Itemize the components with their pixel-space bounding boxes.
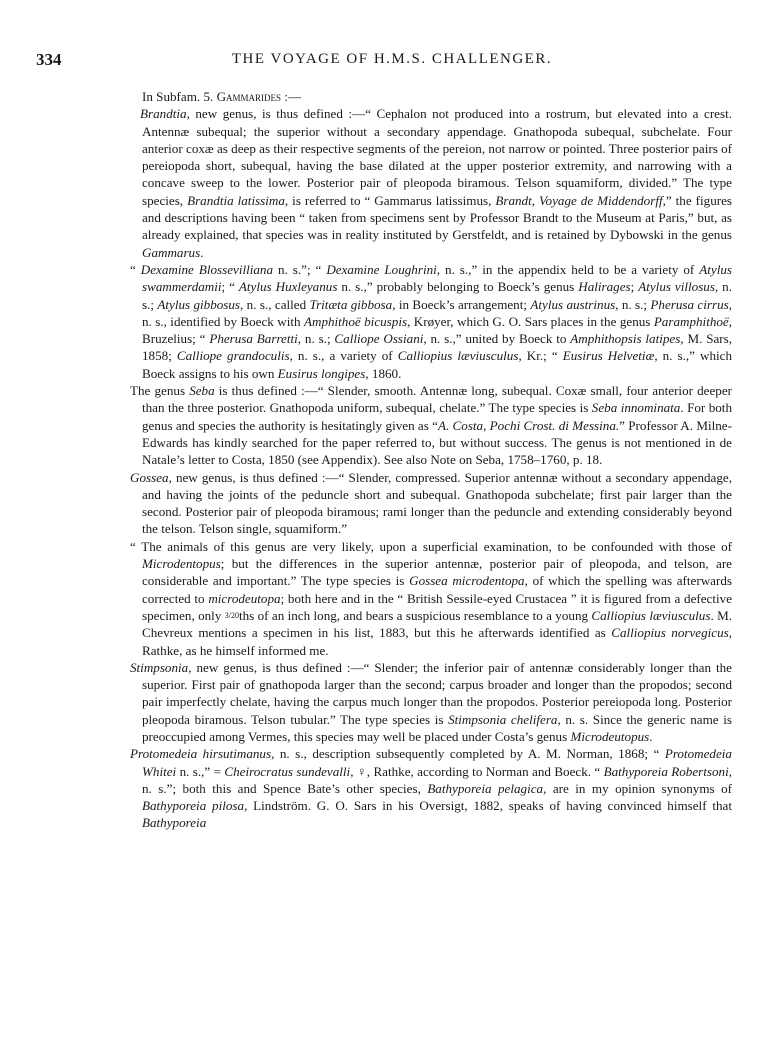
page-number: 334 [36, 50, 62, 69]
text-run: . [200, 244, 204, 260]
taxon-name: Dexamine Blossevilliana [140, 261, 274, 277]
entry-protomedeia [130, 745, 732, 831]
taxon-name: Pherusa cirrus [650, 296, 729, 312]
text-run: , ♀, Rathke, according to Norman and Boeck. “ [350, 763, 604, 779]
entry-stimpsonia [130, 659, 732, 745]
entry-brandtia [130, 105, 732, 261]
entry-gossea [130, 469, 732, 538]
taxon-name: Bathyporeia pilosa [142, 798, 245, 814]
taxon-name: Calliopius norvegicus [611, 625, 729, 641]
text-run: , new genus, is thus defined :—“ Slender, compressed. Superior antennæ without a secondary appendage, and having the joints of the peduncle short and subequal. Gnathopoda subchelate; first pair larger than the second. Posterior pair of pleopoda biramous; rami longer than the peduncle and extending considerably beyond the telson. Telson single, squamiform.” [142, 469, 732, 537]
text-run: , M. Sars, 1858; [142, 331, 733, 364]
text-run: ; [630, 279, 639, 295]
text-run: , n. s.; [142, 279, 732, 312]
running-title: THE VOYAGE OF H.M.S. CHALLENGER. [231, 51, 553, 67]
text-run: n. s.,” probably belonging to Boeck’s genus [337, 279, 579, 295]
subfamily-name: Gammarides [216, 89, 282, 104]
taxon-name: Tritæta gibbosa [309, 296, 393, 312]
text-run: , n. s. Since the generic name is preoccupied among Vermes, this species may well be placed under Costa’s genus [142, 711, 732, 744]
text-run: , new genus, is thus defined :—“ Slender; the inferior pair of antennæ considerably longer than the superior. First pair of gnathopoda larger than the second; carpus broader and longer than the propodos; second pair imperfectly chelate, having the carpus much longer than the propodos. Posterior pereiopoda long. Posterior pleopoda biramous. Telson tubular.” The type species is [142, 659, 732, 727]
intro-suffix: :— [281, 89, 302, 104]
taxon-name: Gossea microdentopa [409, 573, 525, 589]
taxon-name: Calliopius læviusculus [397, 348, 519, 364]
text-run: , n. s., description subsequently completed by A. M. Norman, 1868; “ [271, 746, 665, 762]
entry-dexamine [130, 261, 732, 382]
taxon-name: Microdeutopus [570, 728, 650, 744]
taxon-name: Microdentopus [142, 556, 221, 572]
taxon-name: Calliopius læviusculus [591, 607, 711, 623]
taxon-name: Brandt, Voyage de Middendorff [495, 192, 663, 208]
text-run: , n. s.,” which Boeck assigns to his own [142, 348, 733, 381]
text-run: , n. s., identified by Boeck with [142, 296, 732, 329]
text-run: , Bruzelius; “ [142, 313, 733, 347]
taxon-name: Protomedeia hirsutimanus [130, 746, 272, 762]
text-run: , 1860. [365, 365, 402, 381]
taxon-name: Bathyporeia Robertsoni [603, 763, 729, 779]
text-run: , new genus, is thus defined :—“ Cephalon not produced into a rostrum, but elevated into a crest. Antennæ subequal; the superior without a secondary appendage. Gnathopoda subequal, subchelate. Four anterior coxæ as deep as their respective segments of the pereion, not narrow or pointed. Three posterior pairs of pereiopoda short, subequal, having the base dilated at the upper posterior extremity, and narrowing with a concave sweep to the lower. Posterior pair of pleopoda biramous. Telson squamiform, divided.” The type species, [142, 106, 732, 208]
text-run: ths of an inch long, and bears a suspicious resemblance to a young [238, 607, 592, 623]
taxon-name: A. Costa, Pochi Crost. di Messina. [437, 417, 620, 433]
taxon-name: Stimpsonia [130, 659, 189, 675]
text-run: ; but the differences in the superior antennæ, posterior pair of pleopoda, and telson, are considerable and important.” The type species is [142, 556, 732, 589]
text-run: , Kr.; “ [518, 348, 563, 364]
text-run: . M. Chevreux mentions a specimen in his list, 1883, but this he afterwards identified as [142, 607, 733, 641]
taxon-name: microdeutopa [208, 590, 281, 606]
page-header [36, 50, 748, 72]
text-run: , n. s.,” in the appendix held to be a variety of [436, 261, 700, 277]
taxon-name: Gammarus [142, 244, 201, 260]
text-run: ; “ [221, 279, 239, 295]
taxon-name: Brandtia [140, 106, 187, 122]
taxon-name: Dexamine Loughrini [326, 261, 437, 277]
taxon-name: Atylus Huxleyanus [238, 279, 338, 295]
taxon-name: Amphithoë bicuspis [303, 313, 408, 329]
text-run: ; both here and in the “ British Sessile-eyed Crustacea ” it is figured from a defective specimen, only [142, 590, 733, 623]
taxon-name: Atylus swammerdamii [142, 261, 732, 295]
taxon-name: Atylus austrinus [530, 296, 616, 312]
taxon-name: Cheirocratus sundevalli [224, 763, 351, 779]
taxon-name: Calliope grandoculis [176, 348, 290, 364]
subfamily-intro [130, 88, 732, 105]
page-body [130, 88, 732, 832]
text-run: , n. s.; [297, 331, 335, 347]
text-run: , are in my opinion synonyms of [543, 780, 732, 796]
text-run: The genus [130, 383, 190, 399]
text-run: , in Boeck’s arrangement; [392, 296, 531, 312]
taxon-name: Stimpsonia chelifera [448, 711, 558, 727]
text-run: ,” the figures and descriptions having been “ taken from specimens sent by Professor Brandt to the Museum at Paris,” but, as already explained, that species was in reality instituted by Gerstfeldt, and is retained by Dybowski in the genus [142, 192, 733, 243]
intro-prefix: In Subfam. 5. [142, 89, 217, 104]
taxon-name: Bathyporeia [142, 815, 207, 831]
taxon-name: Halirages [578, 279, 631, 295]
text-run: , n. s., called [240, 296, 310, 312]
text-run: , Krøyer, which G. O. Sars places in the genus [407, 313, 654, 329]
entry-gossea-remarks [130, 538, 732, 659]
taxon-name: Bathyporeia pelagica [427, 780, 544, 796]
text-run: “ [130, 261, 141, 277]
entry-seba [130, 382, 732, 468]
text-run: , n. s.”; both this and Spence Bate’s other species, [142, 763, 732, 796]
text-run: , Rathke, as he himself informed me. [142, 625, 732, 658]
text-run: is thus defined :—“ Slender, smooth. Antennæ long, subequal. Coxæ small, four anterior deeper than the three posterior. Gnathopoda uniform, subequal, chelate.” The type species is [142, 383, 733, 416]
taxon-name: Atylus villosus [638, 279, 715, 295]
text-run: , Lindström. G. O. Sars in his Oversigt, 1882, speaks of having convinced himself that [244, 798, 733, 814]
text-run: . [649, 728, 653, 744]
taxon-name: Paramphithoë [653, 313, 729, 329]
taxon-name: Pherusa Barretti [209, 331, 298, 347]
text-run: , n. s.; [615, 296, 651, 312]
taxon-name: Gossea [130, 469, 169, 485]
taxon-name: Seba innominata [591, 400, 681, 416]
taxon-name: Atylus gibbosus [157, 296, 241, 312]
fraction: 3/20 [224, 610, 239, 620]
taxon-name: Eusirus Helvetiæ [562, 348, 655, 364]
taxon-name: Eusirus longipes [277, 365, 366, 381]
taxon-name: Brandtia latissima [187, 192, 285, 208]
taxon-name: Protomedeia Whitei [142, 746, 732, 779]
text-run: , of which the spelling was afterwards corrected to [142, 573, 732, 606]
text-run: . For both genus and species the authority is hesitatingly given as “ [142, 400, 732, 433]
text-run: , n. s., a variety of [289, 348, 398, 364]
text-run: , n. s.,” united by Boeck to [423, 331, 571, 347]
text-run: n. s.”; “ [273, 261, 327, 277]
taxon-name: Seba [189, 383, 215, 399]
text-run: “ The animals of this genus are very likely, upon a superficial examination, to be confounded with those of [130, 538, 732, 554]
taxon-name: Calliope Ossiani [334, 331, 424, 347]
taxon-name: Amphithopsis latipes [570, 331, 681, 347]
text-run: ” Professor A. Milne-Edwards has kindly searched for the paper referred to, but without success. The genus is not mentioned in de Natale’s letter to Costa, 1850 (see Appendix). See also Note on Seba, 1758–1760, p. 18. [142, 417, 732, 468]
text-run: n. s.,” = [176, 763, 225, 779]
text-run: , is referred to “ Gammarus latissimus, [284, 192, 496, 208]
